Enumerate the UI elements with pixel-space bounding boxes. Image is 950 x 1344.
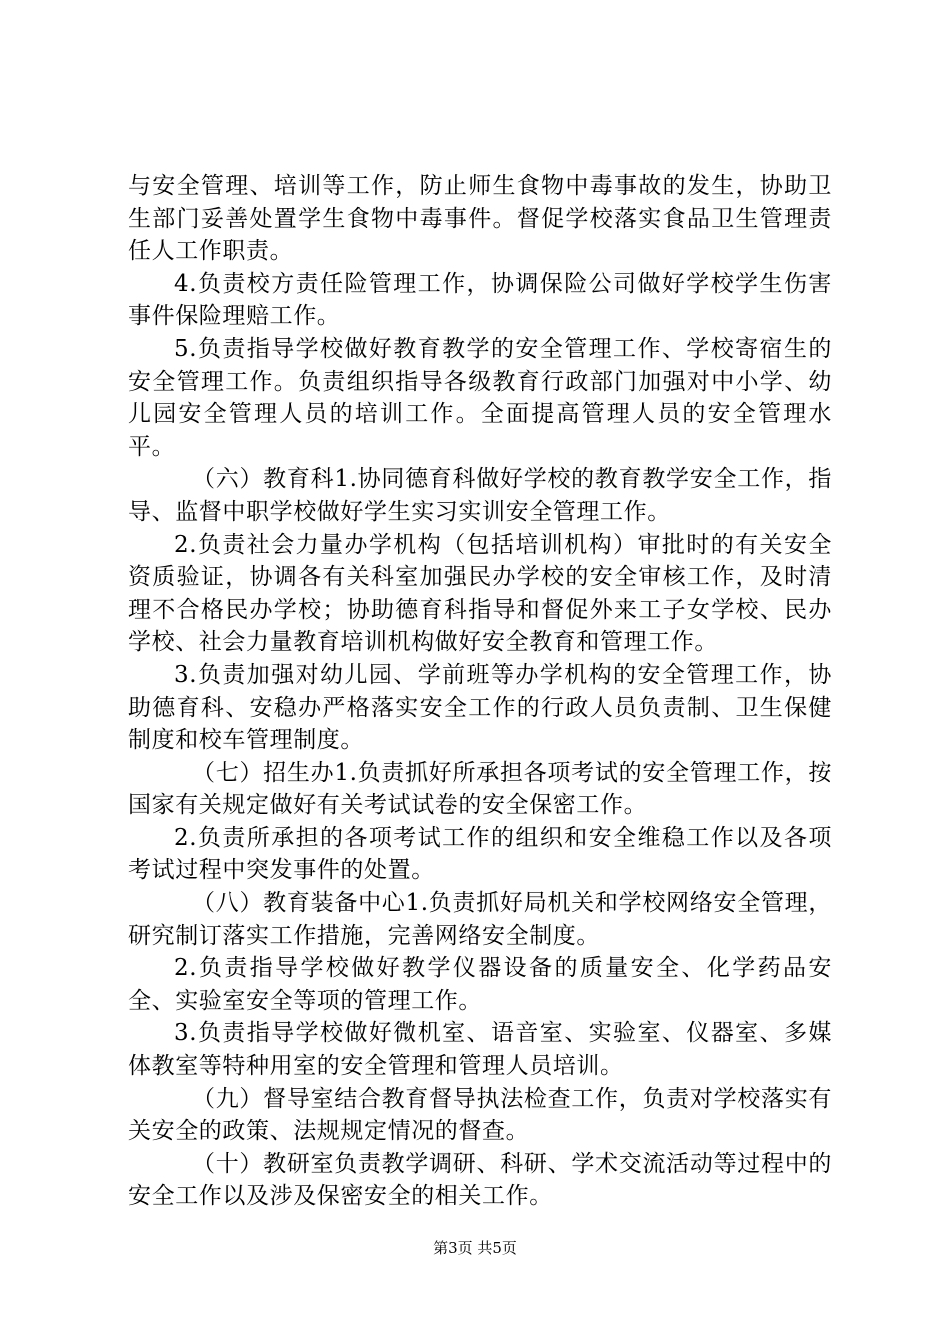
paragraph-section-8-item-3: 3.负责指导学校做好微机室、语音室、实验室、仪器室、多媒体教室等特种用室的安全管理和管理人员培训。 [128,1020,832,1080]
paragraph-section-9: （九）督导室结合教育督导执法检查工作，负责对学校落实有关安全的政策、法规规定情况的督查。 [128,1085,832,1145]
page-number-footer: 第3页 共5页 [433,1239,517,1257]
paragraph-section-10: （十）教研室负责教学调研、科研、学术交流活动等过程中的安全工作以及涉及保密安全的相关工作。 [128,1150,832,1210]
document-body [128,170,832,1213]
paragraph-section-7: （七）招生办1.负责抓好所承担各项考试的安全管理工作，按国家有关规定做好有关考试试卷的安全保密工作。 [128,759,832,819]
paragraph-item-4: 4.负责校方责任险管理工作，协调保险公司做好学校学生伤害事件保险理赔工作。 [128,270,832,330]
paragraph-section-6-item-3: 3.负责加强对幼儿园、学前班等办学机构的安全管理工作，协助德育科、安稳办严格落实安全工作的行政人员负责制、卫生保健制度和校车管理制度。 [128,661,832,754]
paragraph-section-7-item-2: 2.负责所承担的各项考试工作的组织和安全维稳工作以及各项考试过程中突发事件的处置。 [128,824,832,884]
paragraph-continuation: 与安全管理、培训等工作，防止师生食物中毒事故的发生，协助卫生部门妥善处置学生食物中毒事件。督促学校落实食品卫生管理责任人工作职责。 [128,173,832,265]
paragraph-item-5: 5.负责指导学校做好教育教学的安全管理工作、学校寄宿生的安全管理工作。负责组织指导各级教育行政部门加强对中小学、幼儿园安全管理人员的培训工作。全面提高管理人员的安全管理水平。 [128,335,832,460]
paragraph-section-6: （六）教育科1.协同德育科做好学校的教育教学安全工作，指导、监督中职学校做好学生实习实训安全管理工作。 [128,466,832,525]
paragraph-section-8-item-2: 2.负责指导学校做好教学仪器设备的质量安全、化学药品安全、实验室安全等项的管理工作。 [128,955,832,1014]
paragraph-section-8: （八）教育装备中心1.负责抓好局机关和学校网络安全管理，研究制订落实工作措施，完善网络安全制度。 [128,890,832,949]
paragraph-section-6-item-2: 2.负责社会力量办学机构（包括培训机构）审批时的有关安全资质验证，协调各有关科室加强民办学校的安全审核工作，及时清理不合格民办学校；协助德育科指导和督促外来工子女学校、民办学校、社会力量教育培训机构做好安全教育和管理工作。 [128,531,832,656]
